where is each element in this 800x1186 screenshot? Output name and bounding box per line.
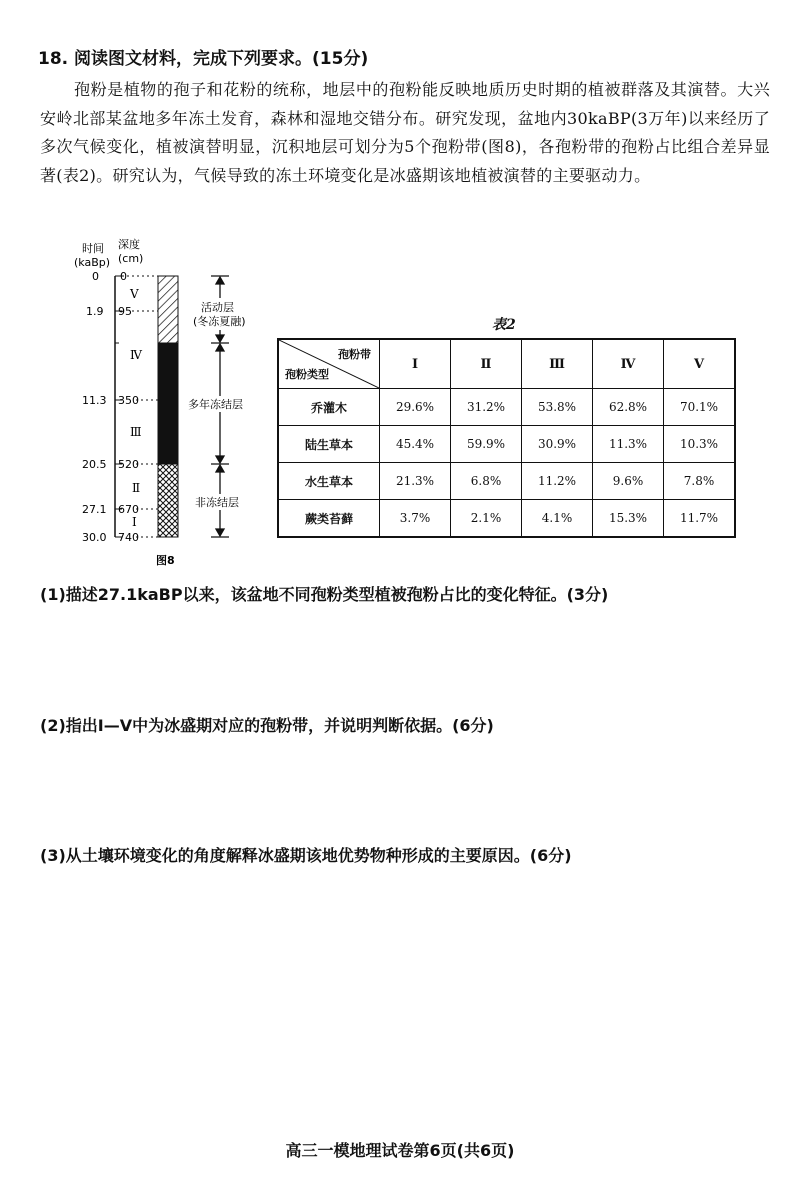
layer-active-label: 活动层 bbox=[201, 301, 234, 314]
layer-permafrost-label: 多年冻结层 bbox=[188, 398, 243, 411]
table-col-header: Ⅰ bbox=[380, 339, 451, 389]
zone-label-III: Ⅲ bbox=[130, 425, 142, 439]
table-row bbox=[278, 500, 735, 538]
table-cell: 11.2% bbox=[522, 463, 593, 500]
zone-label-I: Ⅰ bbox=[132, 515, 137, 529]
figure-caption: 图8 bbox=[156, 554, 175, 567]
row-header: 蕨类苔藓 bbox=[278, 500, 380, 538]
column-zone-V bbox=[158, 276, 178, 343]
question-title: 18. 阅读图文材料，完成下列要求。(15分) bbox=[38, 49, 369, 69]
table-cell: 53.8% bbox=[522, 389, 593, 426]
time-label-3: 20.5 bbox=[82, 458, 107, 471]
depth-label-1: 95 bbox=[118, 305, 132, 318]
table-cell: 15.3% bbox=[593, 500, 664, 538]
table-cell: 7.8% bbox=[664, 463, 736, 500]
time-label-1: 1.9 bbox=[86, 305, 104, 318]
table-cell: 29.6% bbox=[380, 389, 451, 426]
time-label-5: 30.0 bbox=[82, 531, 107, 544]
fig-header-time: 时间 bbox=[82, 242, 104, 255]
table-col-header: Ⅱ bbox=[451, 339, 522, 389]
table-header-row bbox=[278, 339, 735, 389]
row-header: 乔灌木 bbox=[278, 389, 380, 426]
table-2 bbox=[277, 338, 736, 538]
column-zone-IV-III bbox=[158, 343, 178, 464]
table-col-header: Ⅴ bbox=[664, 339, 736, 389]
sub-question-2: (2)指出Ⅰ—Ⅴ中为冰盛期对应的孢粉带，并说明判断依据。(6分) bbox=[40, 716, 494, 735]
table-cell: 4.1% bbox=[522, 500, 593, 538]
row-header: 水生草本 bbox=[278, 463, 380, 500]
table-row bbox=[278, 389, 735, 426]
figure-8 bbox=[70, 236, 280, 576]
fig-header-depth-unit: (cm) bbox=[118, 252, 144, 265]
question-passage bbox=[40, 76, 770, 190]
column-zone-II-I bbox=[158, 464, 178, 537]
row-header: 陆生草本 bbox=[278, 426, 380, 463]
table-cell: 59.9% bbox=[451, 426, 522, 463]
time-label-0: 0 bbox=[92, 270, 99, 283]
zone-label-IV: Ⅳ bbox=[130, 348, 142, 362]
layer-active-note: (冬冻夏融) bbox=[193, 315, 246, 328]
table-cell: 70.1% bbox=[664, 389, 736, 426]
sub-question-3: (3)从土壤环境变化的角度解释冰盛期该地优势物种形成的主要原因。(6分) bbox=[40, 846, 572, 865]
table-cell: 30.9% bbox=[522, 426, 593, 463]
zone-label-V: Ⅴ bbox=[130, 287, 139, 301]
table-row bbox=[278, 426, 735, 463]
corner-top-label: 孢粉带 bbox=[338, 348, 371, 361]
corner-bottom-label: 孢粉类型 bbox=[285, 368, 329, 381]
table-cell: 11.3% bbox=[593, 426, 664, 463]
depth-label-3: 520 bbox=[118, 458, 139, 471]
zone-label-II: Ⅱ bbox=[132, 481, 141, 495]
depth-label-0: 0 bbox=[120, 270, 127, 283]
table-corner-cell bbox=[278, 339, 380, 389]
table-cell: 11.7% bbox=[664, 500, 736, 538]
table-col-header: Ⅲ bbox=[522, 339, 593, 389]
table-cell: 10.3% bbox=[664, 426, 736, 463]
table-cell: 6.8% bbox=[451, 463, 522, 500]
table-row bbox=[278, 463, 735, 500]
table-cell: 9.6% bbox=[593, 463, 664, 500]
table-title: 表2 bbox=[492, 317, 516, 333]
time-label-2: 11.3 bbox=[82, 394, 107, 407]
depth-label-2: 350 bbox=[118, 394, 139, 407]
depth-label-4: 670 bbox=[118, 503, 139, 516]
passage-text: 孢粉是植物的孢子和花粉的统称，地层中的孢粉能反映地质历史时期的植被群落及其演替。大兴安岭北部某盆地多年冻土发育，森林和湿地交错分布。研究发现，盆地内30kaBP(3万年)以来经历了多次气候变化，植被演替明显，沉积地层可划分为5个孢粉带(图8)，各孢粉带的孢粉占比组合差异显著(表2)。研究认为，气候导致的冻土环境变化是冰盛期该地植被演替的主要驱动力。 bbox=[40, 80, 770, 185]
sub-question-1: (1)描述27.1kaBP以来，该盆地不同孢粉类型植被孢粉占比的变化特征。(3分) bbox=[40, 585, 609, 604]
layer-unfrozen-label: 非冻结层 bbox=[195, 496, 239, 509]
table-cell: 3.7% bbox=[380, 500, 451, 538]
table-cell: 21.3% bbox=[380, 463, 451, 500]
depth-label-5: 740 bbox=[118, 531, 139, 544]
table-cell: 45.4% bbox=[380, 426, 451, 463]
table-cell: 31.2% bbox=[451, 389, 522, 426]
time-label-4: 27.1 bbox=[82, 503, 107, 516]
table-col-header: Ⅳ bbox=[593, 339, 664, 389]
fig-header-time-unit: (kaBp) bbox=[74, 256, 111, 269]
page-footer: 高三一模地理试卷第6页(共6页) bbox=[285, 1141, 515, 1160]
table-cell: 2.1% bbox=[451, 500, 522, 538]
table-cell: 62.8% bbox=[593, 389, 664, 426]
fig-header-depth: 深度 bbox=[118, 238, 140, 251]
